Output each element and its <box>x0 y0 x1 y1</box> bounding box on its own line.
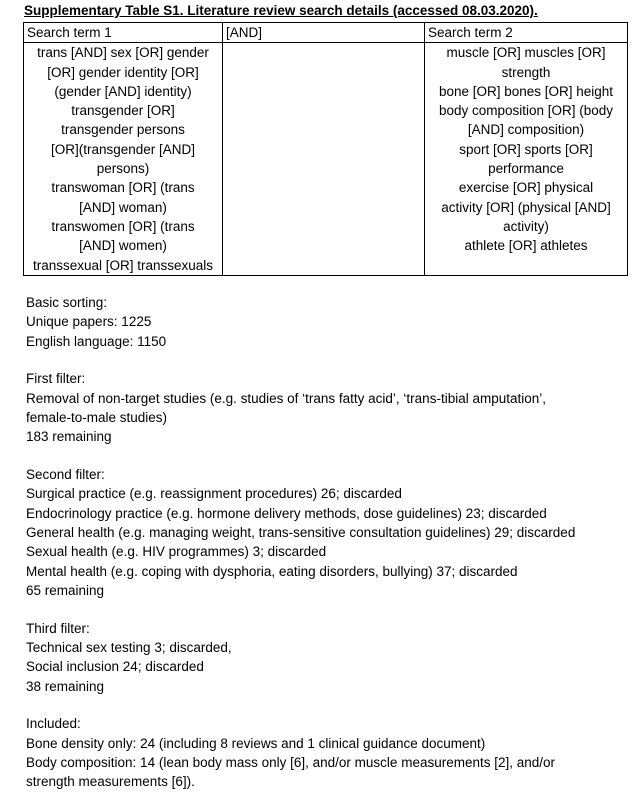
term2-line: strength <box>501 64 551 80</box>
term1-line: [OR](transgender [AND] <box>50 141 196 157</box>
term1-line: transgender [OR] <box>71 103 175 119</box>
term1-line: [AND] woman) <box>79 199 167 215</box>
summary-line: Surgical practice (e.g. reassignment procedures) 26; discarded <box>26 486 402 502</box>
third-filter-section <box>26 619 636 696</box>
summary-line: Social inclusion 24; discarded <box>26 659 204 675</box>
term1-line: transgender persons <box>61 122 185 138</box>
term1-line: (gender [AND] identity) <box>54 83 192 99</box>
term2-line: exercise [OR] physical <box>458 180 594 196</box>
search-term-2-cell <box>425 43 628 276</box>
review-summary <box>26 293 636 810</box>
term1-line: transsexual [OR] transsexuals <box>32 257 214 273</box>
section-heading: Included: <box>26 716 81 732</box>
summary-line: Unique papers: 1225 <box>26 314 152 330</box>
term2-line: activity [OR] (physical [AND] <box>441 199 611 215</box>
term2-line: sport [OR] sports [OR] <box>459 141 593 157</box>
section-heading: Second filter: <box>26 467 105 483</box>
second-filter-section <box>26 465 636 600</box>
summary-line: Mental health (e.g. coping with dysphoria, eating disorders, bullying) 37; discarded <box>26 563 518 579</box>
table-body-row <box>24 43 628 276</box>
summary-line: Endocrinology practice (e.g. hormone delivery methods, dose guidelines) 23; discarded <box>26 505 547 521</box>
term2-line: bone [OR] bones [OR] height <box>438 83 614 99</box>
summary-line: 38 remaining <box>26 678 105 694</box>
header-search-term-1: Search term 1 <box>24 23 223 43</box>
and-operator-cell <box>223 43 425 276</box>
term2-line: performance <box>488 161 564 177</box>
included-section <box>26 714 636 791</box>
summary-line: Body composition: 14 (lean body mass only [6], and/or muscle measurements [2], and/or <box>26 754 556 770</box>
term1-line: [AND] women) <box>79 238 167 254</box>
table-title: Supplementary Table S1. Literature review search details (accessed 08.03.2020). <box>24 3 538 18</box>
term2-line: muscle [OR] muscles [OR] <box>446 45 606 61</box>
search-term-1-cell <box>24 43 223 276</box>
section-heading: Basic sorting: <box>26 295 108 310</box>
summary-line: strength measurements [6]). <box>26 774 195 790</box>
summary-line: General health (e.g. managing weight, trans-sensitive consultation guidelines) 29; discarded <box>26 524 576 540</box>
term1-line: transwoman [OR] (trans <box>51 180 195 196</box>
summary-line: female-to-male studies) <box>26 409 168 425</box>
basic-sorting-section <box>26 293 636 351</box>
summary-line: Technical sex testing 3; discarded, <box>26 639 232 655</box>
header-and: [AND] <box>223 23 425 43</box>
summary-line: English language: 1150 <box>26 333 167 349</box>
search-terms-table <box>23 22 628 276</box>
section-heading: First filter: <box>26 371 86 387</box>
first-filter-section <box>26 369 636 446</box>
summary-line: 183 remaining <box>26 429 112 445</box>
term2-line: activity) <box>503 218 549 234</box>
summary-line: Bone density only: 24 (including 8 reviews and 1 clinical guidance document) <box>26 735 486 751</box>
term2-line: body composition [OR] (body <box>438 103 614 119</box>
term1-line: trans [AND] sex [OR] gender <box>37 45 209 61</box>
term2-line: [AND] composition) <box>467 122 585 138</box>
summary-line: Sexual health (e.g. HIV programmes) 3; discarded <box>26 544 327 560</box>
summary-line: 65 remaining <box>26 582 105 598</box>
term1-line: persons) <box>96 161 150 177</box>
term2-line: athlete [OR] athletes <box>464 238 588 254</box>
table-header-row <box>24 23 628 43</box>
section-heading: Third filter: <box>26 620 90 636</box>
term1-line: [OR] gender identity [OR] <box>47 64 199 80</box>
header-search-term-2: Search term 2 <box>425 23 628 43</box>
term1-line: transwomen [OR] (trans <box>51 218 195 234</box>
summary-line: Removal of non-target studies (e.g. studies of ‘trans fatty acid’, ‘trans-tibial amputation’, <box>26 390 547 406</box>
